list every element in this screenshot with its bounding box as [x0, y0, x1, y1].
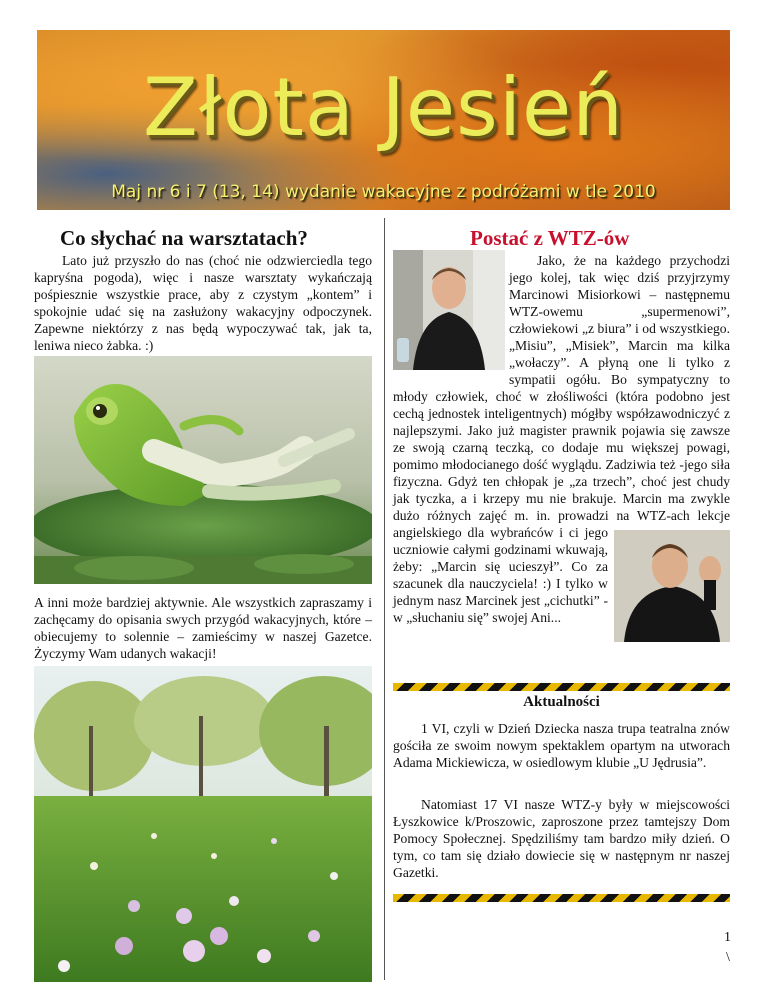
news-item-1 — [393, 720, 730, 771]
meadow-photo — [34, 666, 372, 982]
profile-paragraph: Jako, że na każdego przychodzi jego kolej, tak więc dziś przyjrzymy Marcinowi Misiorkowi – następnemu WTZ-owemu „supermenowi”, człowiekowi „z biura” i od wszystkiego. „Misiu”, „Misiek”, Marcin ma kilka „wołaczy”. A płyną one li tylko z sympatii ogółu. Bo sympatyczny to młody człowiek, choć w złośliwości (która podobno jest cechą jednostek inteligentnych) mógłby współzawodniczyć z najlepszymi. Jako już magister prawnik pojawia się zawsze ze swoją czarną teczką, co dodaje mu większej powagi, pomimo młodocianego dość wyglądu. Zadziwia też -jego siła fizyczna. Gdyż ten chłopak je „za trzech”, choć jest chudy jak tyczka, a i krzepy mu nie brakuje. Marcin ma zwykle dużo różnych zajęć m. in. prowadzi na WTZ-ach lekcje angielskiego dla wybrańców i ci jego uczniowie całymi godzinami wkuwają, żeby: „Marcin się ucieszył”. Co za szacunek dla nauczyciela! :) I tylko w jednym nasz Marcinek jest „cichutki” - w „słuchaniu się” swojej Ani... — [393, 253, 730, 625]
news-heading: Aktualności — [523, 694, 600, 710]
frog-photo — [34, 356, 372, 584]
right-heading: Postać z WTZ-ów — [470, 226, 630, 250]
left-second-text — [34, 594, 372, 662]
page-number: 1 — [724, 930, 731, 945]
news-paragraph-1: 1 VI, czyli w Dzień Dziecka nasza trupa teatralna znów gościła ze swoim nowym spektaklem opartym na utworach Adama Mickiewicza, w osiedlowym klubie „U Jędrusia”. — [393, 721, 730, 770]
news-top-stripe — [393, 683, 730, 691]
news-paragraph-2: Natomiast 17 VI nasze WTZ-y były w miejscowości Łyszkowice k/Proszowic, zaproszone przez tamtejszy Dom Pomocy Społecznej. Spędziliśmy tam bardzo miły dzień. O tym, co tam się działo dowiecie się w następnym nr naszej Gazetki. — [393, 797, 730, 880]
portrait-float-space — [393, 252, 509, 372]
news-item-2 — [393, 796, 730, 881]
column-divider — [384, 218, 385, 980]
page-mark: \ — [726, 950, 730, 965]
marcin-waving-photo — [614, 530, 730, 642]
masthead-banner — [37, 30, 730, 210]
left-intro-text — [34, 252, 372, 354]
left-second-paragraph: A inni może bardziej aktywnie. Ale wszystkich zapraszamy i zachęcamy do opisania swych przygód wakacyjnych, które – obiecujemy to solennie – zamieścimy w naszej Gazetce. Życzymy Wam udanych wakacji! — [34, 595, 372, 661]
news-bottom-stripe — [393, 894, 730, 902]
left-intro-paragraph: Lato już przyszło do nas (choć nie odzwierciedla tego kapryśna pogoda), więc i nasze warsztaty wykańczają pośpiesznie wszystkie prace, aby z czystym „kontem” i spokojnie udać się na zasłużony wakacyjny odpoczynek. Zapewne niektórzy z nas będą wypoczywać tak, jak ta, leniwa nieco żabka. :) — [34, 253, 372, 353]
newsletter-title: Złota Jesień — [143, 61, 624, 154]
issue-subtitle: Maj nr 6 i 7 (13, 14) wydanie wakacyjne z podróżami w tle 2010 — [111, 182, 656, 202]
left-heading: Co słychać na warsztatach? — [60, 226, 308, 250]
